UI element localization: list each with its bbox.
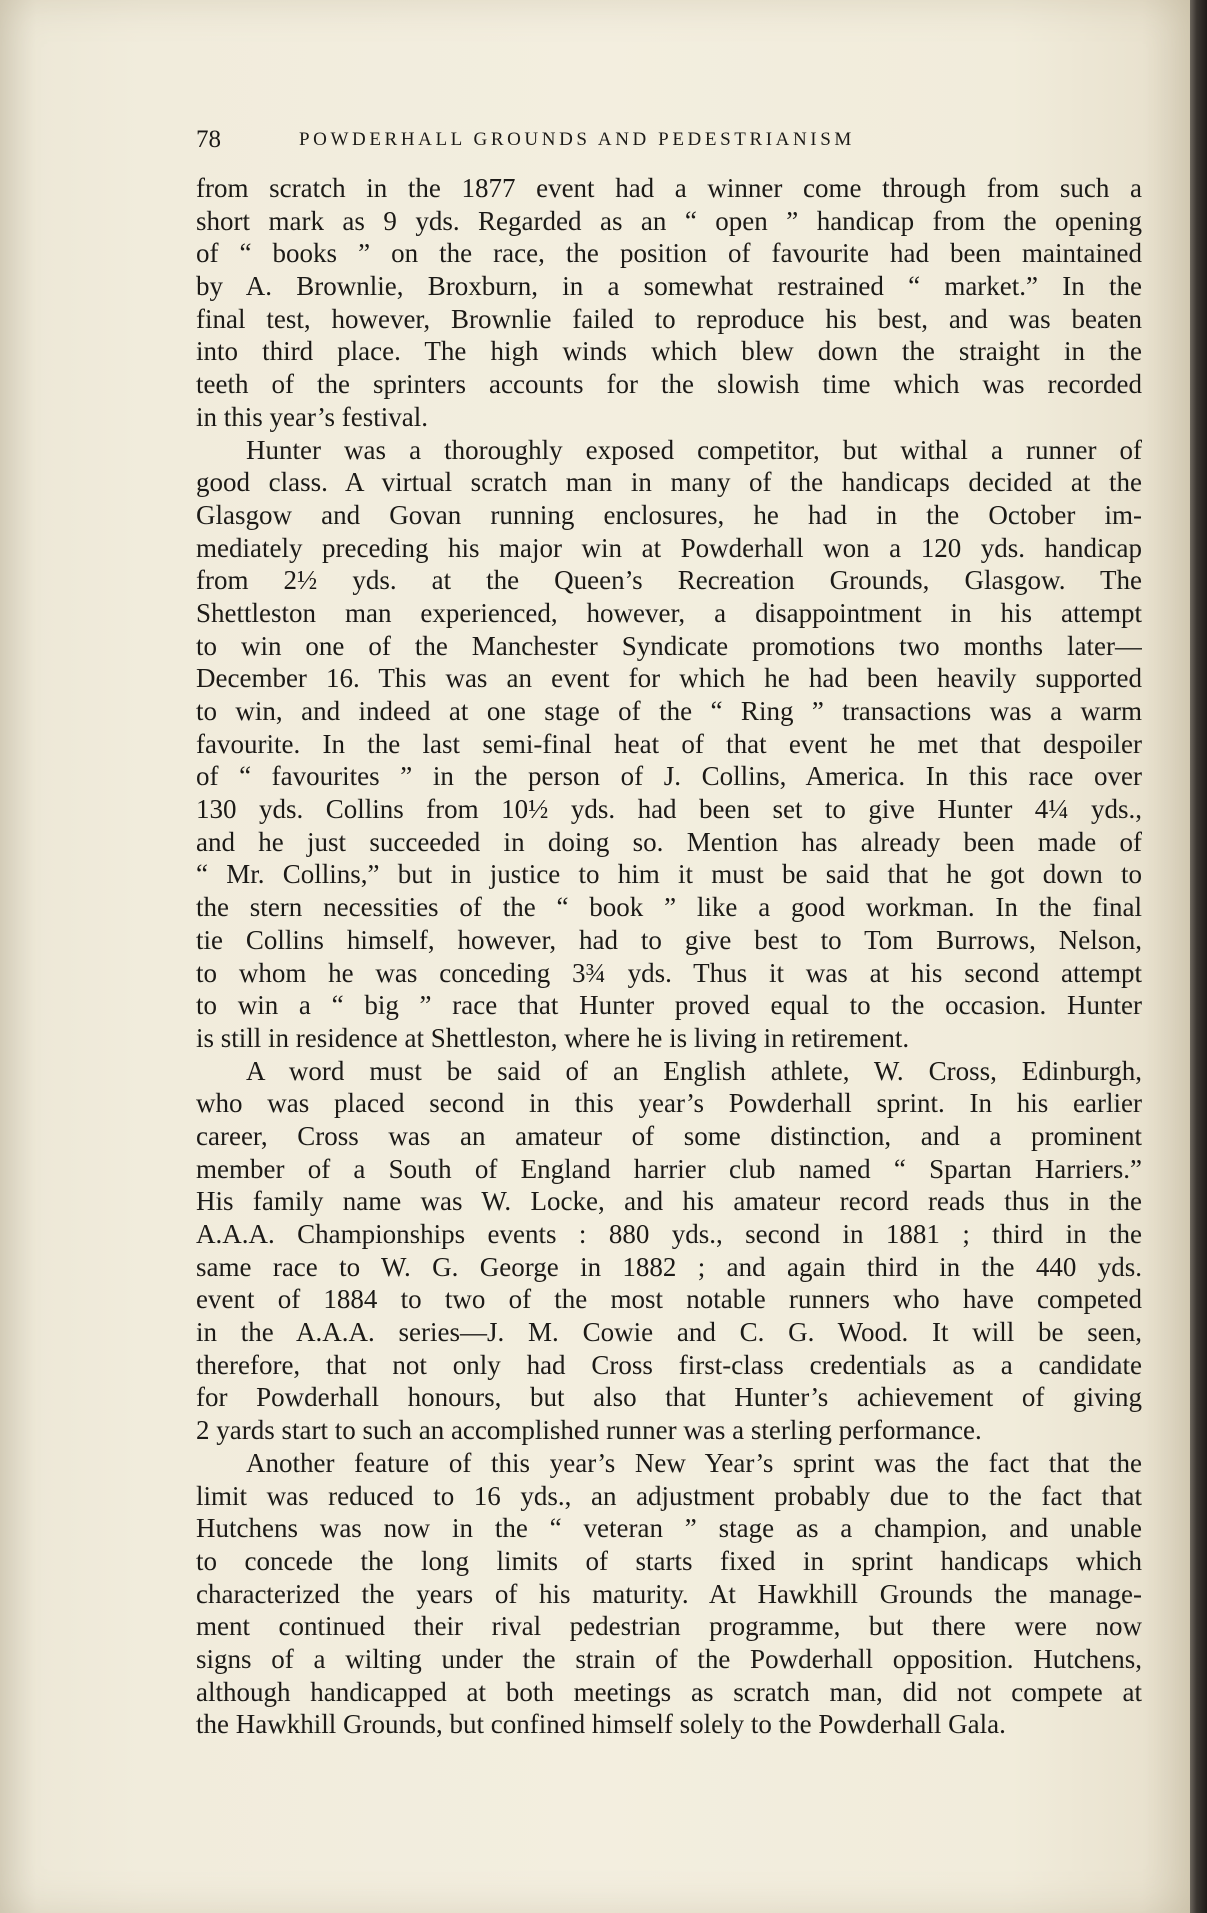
text-line: from scratch in the 1877 event had a winner come through from such a xyxy=(196,173,1142,203)
text-line: to whom he was conceding 3¾ yds. Thus it was at his second attempt xyxy=(196,957,1142,988)
text-line: member of a South of England harrier club named “ Spartan Harriers.” xyxy=(196,1153,1142,1184)
text-line: for Powderhall honours, but also that Hunter’s achievement of giving xyxy=(196,1382,1142,1413)
text-line: characterized the years of his maturity. At Hawkhill Grounds the manage- xyxy=(196,1578,1142,1609)
text-line: good class. A virtual scratch man in many of the handicaps decided at the xyxy=(196,467,1142,498)
text-line: final test, however, Brownlie failed to reproduce his best, and was beaten xyxy=(196,303,1142,334)
running-head-title: POWDERHALL GROUNDS AND PEDESTRIANISM xyxy=(299,129,855,150)
page-edge xyxy=(1190,0,1207,1913)
text-line: December 16. This was an event for which he had been heavily supported xyxy=(196,663,1142,694)
body-text xyxy=(196,172,1142,1741)
text-line: therefore, that not only had Cross first-class credentials as a candidate xyxy=(196,1349,1142,1380)
text-line: Glasgow and Govan running enclosures, he had in the October im- xyxy=(196,499,1142,530)
text-line: who was placed second in this year’s Powderhall sprint. In his earlier xyxy=(196,1088,1142,1119)
text-line: A.A.A. Championships events : 880 yds., second in 1881 ; third in the xyxy=(196,1219,1142,1249)
text-line: Hutchens was now in the “ veteran ” stage as a champion, and unable xyxy=(196,1513,1142,1544)
text-line: and he just succeeded in doing so. Mention has already been made of xyxy=(196,826,1142,857)
text-line: tie Collins himself, however, had to give best to Tom Burrows, Nelson, xyxy=(196,924,1142,955)
text-line: the stern necessities of the “ book ” like a good workman. In the final xyxy=(196,892,1142,923)
text-line: teeth of the sprinters accounts for the slowish time which was recorded xyxy=(196,369,1142,400)
text-line: is still in residence at Shettleston, where he is living in retirement. xyxy=(196,1022,910,1053)
text-line: Hunter was a thoroughly exposed competitor, but withal a runner of xyxy=(246,434,1142,465)
paragraph xyxy=(196,1055,1142,1447)
text-line: of “ books ” on the race, the position of favourite had been maintained xyxy=(196,238,1142,269)
text-line: the Hawkhill Grounds, but confined himself solely to the Powderhall Gala. xyxy=(196,1709,1006,1740)
text-line: “ Mr. Collins,” but in justice to him it must be said that he got down to xyxy=(196,859,1142,890)
text-line: Another feature of this year’s New Year’s sprint was the fact that the xyxy=(246,1447,1142,1478)
text-line: although handicapped at both meetings as scratch man, did not compete at xyxy=(196,1676,1142,1707)
text-line: in this year’s festival. xyxy=(196,401,428,432)
text-line: 2 yards start to such an accomplished runner was a sterling performance. xyxy=(196,1415,982,1446)
page-number: 78 xyxy=(196,126,221,153)
text-line: 130 yds. Collins from 10½ yds. had been set to give Hunter 4¼ yds., xyxy=(196,794,1142,825)
text-line: to win, and indeed at one stage of the “ Ring ” transactions was a warm xyxy=(196,696,1142,726)
text-line: career, Cross was an amateur of some distinction, and a prominent xyxy=(196,1120,1142,1151)
text-line: to win one of the Manchester Syndicate promotions two months later— xyxy=(196,630,1142,661)
paragraph xyxy=(196,1447,1142,1741)
text-line: favourite. In the last semi-final heat of that event he met that despoiler xyxy=(196,728,1142,759)
text-line: to concede the long limits of starts fixed in sprint handicaps which xyxy=(196,1545,1142,1576)
text-line: in the A.A.A. series—J. M. Cowie and C. G. Wood. It will be seen, xyxy=(196,1317,1142,1348)
text-line: signs of a wilting under the strain of the Powderhall opposition. Hutchens, xyxy=(196,1643,1142,1674)
paragraph xyxy=(196,172,1142,434)
text-line: A word must be said of an English athlete, W. Cross, Edinburgh, xyxy=(246,1055,1142,1086)
text-line: by A. Brownlie, Broxburn, in a somewhat restrained “ market.” In the xyxy=(196,271,1142,302)
text-line: into third place. The high winds which blew down the straight in the xyxy=(196,336,1142,367)
text-line: event of 1884 to two of the most notable runners who have competed xyxy=(196,1284,1142,1315)
text-line: same race to W. G. George in 1882 ; and again third in the 440 yds. xyxy=(196,1251,1142,1282)
text-line: ment continued their rival pedestrian programme, but there were now xyxy=(196,1611,1142,1642)
text-line: Shettleston man experienced, however, a disappointment in his attempt xyxy=(196,597,1142,628)
text-line: limit was reduced to 16 yds., an adjustment probably due to the fact that xyxy=(196,1480,1142,1511)
text-line: to win a “ big ” race that Hunter proved equal to the occasion. Hunter xyxy=(196,990,1142,1021)
text-line: His family name was W. Locke, and his amateur record reads thus in the xyxy=(196,1186,1142,1217)
paragraph xyxy=(196,434,1142,1055)
running-head xyxy=(196,126,1042,156)
text-line: of “ favourites ” in the person of J. Collins, America. In this race over xyxy=(196,761,1142,792)
text-line: short mark as 9 yds. Regarded as an “ open ” handicap from the opening xyxy=(196,205,1142,236)
text-line: mediately preceding his major win at Powderhall won a 120 yds. handicap xyxy=(196,532,1142,563)
text-line: from 2½ yds. at the Queen’s Recreation Grounds, Glasgow. The xyxy=(196,565,1142,596)
